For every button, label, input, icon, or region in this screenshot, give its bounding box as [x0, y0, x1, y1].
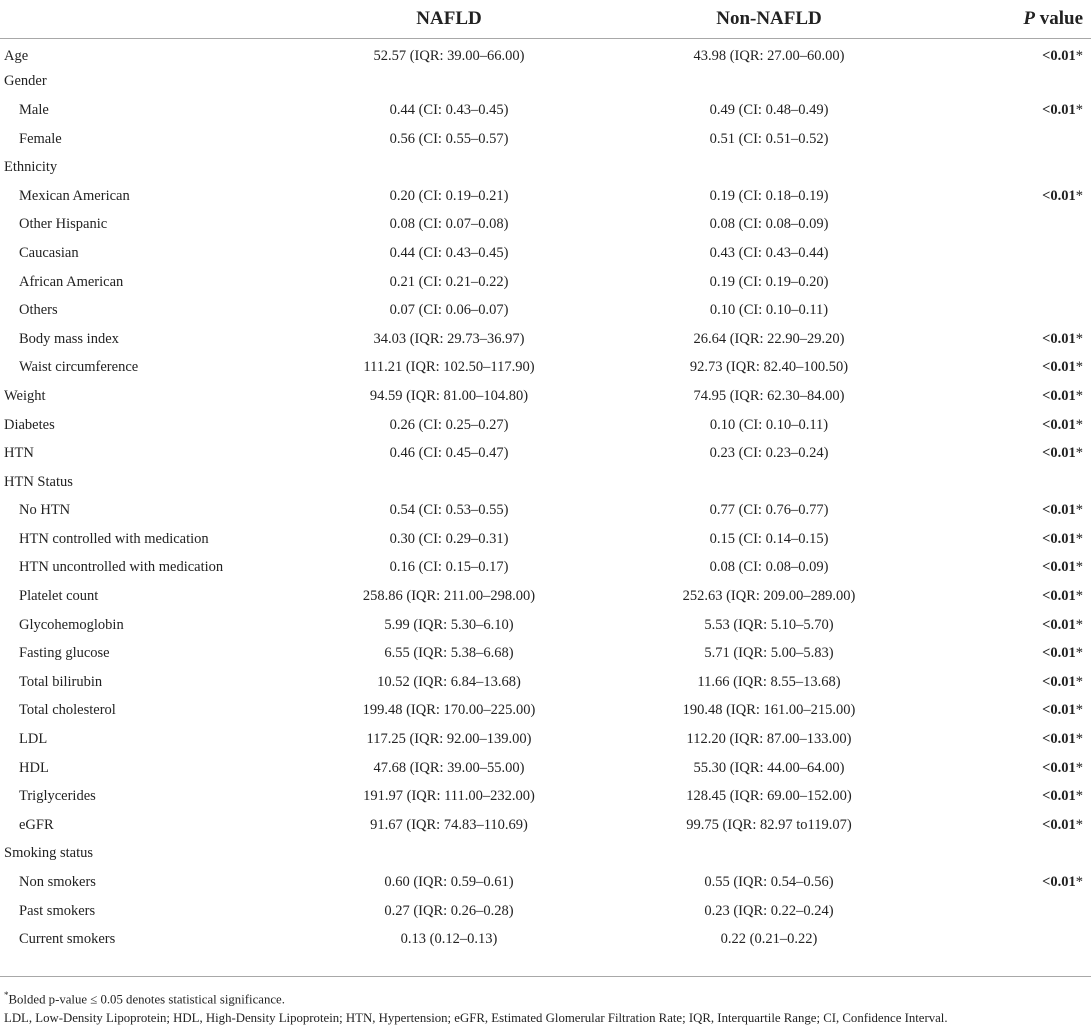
- nafld-value: 0.30 (CI: 0.29–0.31): [389, 530, 509, 547]
- row-label: Male: [19, 101, 49, 118]
- table-row: [0, 296, 1091, 325]
- footnote-marker: *: [4, 990, 9, 1000]
- p-value: <0.01: [1042, 788, 1076, 805]
- p-value-star: *: [1075, 47, 1083, 64]
- non-nafld-value: 252.63 (IQR: 209.00–289.00): [682, 588, 856, 605]
- non-nafld-value: 74.95 (IQR: 62.30–84.00): [693, 387, 845, 404]
- p-value-star: *: [1075, 616, 1083, 633]
- non-nafld-value: 0.15 (CI: 0.14–0.15): [709, 530, 829, 547]
- row-label: Waist circumference: [19, 359, 139, 376]
- nafld-value: [319, 468, 579, 497]
- p-value: <0.01: [1042, 359, 1076, 376]
- table-row: [0, 354, 1091, 383]
- table-row: [0, 611, 1091, 640]
- nafld-value: 111.21 (IQR: 102.50–117.90): [363, 359, 535, 376]
- p-value-star: *: [1075, 330, 1083, 347]
- p-value-cell: [959, 382, 1091, 411]
- p-value: <0.01: [1042, 816, 1076, 833]
- p-value-cell: [959, 925, 1091, 954]
- nafld-value: 94.59 (IQR: 81.00–104.80): [369, 387, 529, 404]
- p-value-cell: [959, 182, 1091, 211]
- table-row: [0, 96, 1091, 125]
- table-row: [0, 268, 1091, 297]
- p-value-cell: [959, 840, 1091, 869]
- nafld-value: 0.46 (CI: 0.45–0.47): [389, 445, 509, 462]
- non-nafld-value: [579, 68, 959, 97]
- p-value-cell: [959, 697, 1091, 726]
- p-value-star: *: [1075, 502, 1083, 519]
- table-row: [0, 325, 1091, 354]
- table-row: [0, 382, 1091, 411]
- nafld-value: 91.67 (IQR: 74.83–110.69): [370, 816, 528, 833]
- non-nafld-value: 0.23 (CI: 0.23–0.24): [709, 445, 829, 462]
- nafld-value: 6.55 (IQR: 5.38–6.68): [384, 645, 514, 662]
- non-nafld-value: 5.53 (IQR: 5.10–5.70): [704, 616, 834, 633]
- row-label: Glycohemoglobin: [19, 616, 124, 633]
- non-nafld-value: 43.98 (IQR: 27.00–60.00): [693, 47, 845, 64]
- nafld-value: 0.21 (CI: 0.21–0.22): [389, 273, 509, 290]
- row-label: Weight: [4, 387, 46, 404]
- non-nafld-value: 5.71 (IQR: 5.00–5.83): [704, 645, 834, 662]
- p-value: <0.01: [1042, 759, 1076, 776]
- nafld-value: 52.57 (IQR: 39.00–66.00): [373, 47, 525, 64]
- table-row: [0, 211, 1091, 240]
- table-row: [0, 868, 1091, 897]
- nafld-value: 0.44 (CI: 0.43–0.45): [389, 244, 509, 261]
- p-value-star: *: [1075, 788, 1083, 805]
- row-label: African American: [19, 273, 124, 290]
- table-row: [0, 925, 1091, 954]
- p-value-star: *: [1075, 731, 1083, 748]
- non-nafld-value: 0.10 (CI: 0.10–0.11): [709, 302, 829, 319]
- nafld-value: 34.03 (IQR: 29.73–36.97): [373, 330, 525, 347]
- p-value-star: *: [1075, 530, 1083, 547]
- p-value-cell: [959, 68, 1091, 97]
- table-row: [0, 497, 1091, 526]
- p-value: <0.01: [1042, 874, 1076, 891]
- table-row: [0, 897, 1091, 926]
- row-label: Ethnicity: [4, 159, 58, 176]
- p-value-star: *: [1075, 588, 1083, 605]
- row-label: Other Hispanic: [19, 216, 108, 233]
- row-label: Gender: [4, 73, 47, 90]
- table-row: [0, 153, 1091, 182]
- row-label: Diabetes: [4, 416, 55, 433]
- nafld-value: 0.20 (CI: 0.19–0.21): [389, 187, 509, 204]
- row-label: Smoking status: [4, 845, 94, 862]
- nafld-value: [319, 840, 579, 869]
- p-value-cell: [959, 582, 1091, 611]
- non-nafld-value: 0.22 (0.21–0.22): [720, 931, 818, 948]
- p-value-cell: [959, 39, 1091, 68]
- row-label: HTN: [4, 445, 34, 462]
- table-row: [0, 411, 1091, 440]
- p-value: <0.01: [1042, 645, 1076, 662]
- non-nafld-value: 128.45 (IQR: 69.00–152.00): [686, 788, 852, 805]
- table-row: [0, 68, 1091, 97]
- non-nafld-value: 190.48 (IQR: 161.00–215.00): [682, 702, 856, 719]
- nafld-value: 191.97 (IQR: 111.00–232.00): [363, 788, 535, 805]
- p-value: <0.01: [1042, 559, 1076, 576]
- p-value-cell: [959, 153, 1091, 182]
- non-nafld-value: 0.55 (IQR: 0.54–0.56): [704, 874, 834, 891]
- p-value: <0.01: [1042, 47, 1076, 64]
- p-value-cell: [959, 897, 1091, 926]
- nafld-value: 47.68 (IQR: 39.00–55.00): [373, 759, 525, 776]
- p-value-cell: [959, 668, 1091, 697]
- header-p-suffix: value: [1034, 8, 1083, 29]
- p-value-star: *: [1075, 187, 1083, 204]
- nafld-value: 0.13 (0.12–0.13): [400, 931, 498, 948]
- table-row: [0, 182, 1091, 211]
- p-value: <0.01: [1042, 502, 1076, 519]
- non-nafld-value: 11.66 (IQR: 8.55–13.68): [697, 673, 841, 690]
- row-label: Mexican American: [19, 187, 130, 204]
- table-row: [0, 668, 1091, 697]
- non-nafld-value: [579, 468, 959, 497]
- p-value-cell: [959, 268, 1091, 297]
- nafld-value: 0.27 (IQR: 0.26–0.28): [384, 902, 514, 919]
- nafld-value: 0.54 (CI: 0.53–0.55): [389, 502, 509, 519]
- p-value-cell: [959, 497, 1091, 526]
- table-row: [0, 697, 1091, 726]
- p-value-star: *: [1075, 359, 1083, 376]
- p-value-star: *: [1075, 101, 1083, 118]
- row-label: Female: [19, 130, 62, 147]
- table-row: [0, 439, 1091, 468]
- p-value-star: *: [1075, 759, 1083, 776]
- header-p-italic: P: [1023, 8, 1035, 29]
- table-header: [0, 0, 1091, 39]
- non-nafld-value: 0.23 (IQR: 0.22–0.24): [704, 902, 834, 919]
- table-row: [0, 782, 1091, 811]
- row-label: HTN uncontrolled with medication: [19, 559, 224, 576]
- header-label-column: [0, 0, 319, 39]
- nafld-value: 0.56 (CI: 0.55–0.57): [389, 130, 509, 147]
- non-nafld-value: 112.20 (IQR: 87.00–133.00): [686, 731, 852, 748]
- row-label: Platelet count: [19, 588, 99, 605]
- row-label: Body mass index: [19, 330, 119, 347]
- abbreviations-footnote: LDL, Low-Density Lipoprotein; HDL, High-Density Lipoprotein; HTN, Hypertension; eGFR, Estimated Glomerular Filtration Rate; IQR, Interquartile Range; CI, Confidence Interval.: [4, 1011, 948, 1026]
- p-value: <0.01: [1042, 616, 1076, 633]
- non-nafld-value: 0.19 (CI: 0.18–0.19): [709, 187, 829, 204]
- p-value: <0.01: [1042, 187, 1076, 204]
- nafld-value: 0.07 (CI: 0.06–0.07): [389, 302, 509, 319]
- table-bottom-rule: [0, 976, 1091, 977]
- p-value-cell: [959, 96, 1091, 125]
- non-nafld-value: 99.75 (IQR: 82.97 to119.07): [686, 816, 852, 833]
- p-value: <0.01: [1042, 731, 1076, 748]
- row-label: Non smokers: [19, 874, 96, 891]
- non-nafld-value: 92.73 (IQR: 82.40–100.50): [689, 359, 849, 376]
- p-value-cell: [959, 754, 1091, 783]
- table-row: [0, 811, 1091, 840]
- non-nafld-value: 0.08 (CI: 0.08–0.09): [709, 216, 829, 233]
- significance-text: Bolded p-value ≤ 0.05 denotes statistical significance.: [8, 992, 285, 1007]
- table-row: [0, 125, 1091, 154]
- row-label: HDL: [19, 759, 49, 776]
- non-nafld-value: 0.51 (CI: 0.51–0.52): [709, 130, 829, 147]
- row-label: Total bilirubin: [19, 673, 103, 690]
- row-label: No HTN: [19, 502, 71, 519]
- table-footnotes: [4, 986, 948, 1028]
- p-value-cell: [959, 868, 1091, 897]
- row-label: Triglycerides: [19, 788, 96, 805]
- nafld-value: 5.99 (IQR: 5.30–6.10): [384, 616, 514, 633]
- table-row: [0, 840, 1091, 869]
- row-label: HTN Status: [4, 473, 73, 490]
- non-nafld-value: 55.30 (IQR: 44.00–64.00): [693, 759, 845, 776]
- nafld-value: 0.26 (CI: 0.25–0.27): [389, 416, 509, 433]
- nafld-value: 0.60 (IQR: 0.59–0.61): [384, 874, 514, 891]
- row-label: Fasting glucose: [19, 645, 110, 662]
- p-value-star: *: [1075, 874, 1083, 891]
- p-value-star: *: [1075, 416, 1083, 433]
- significance-footnote: [4, 986, 948, 1009]
- non-nafld-value: 26.64 (IQR: 22.90–29.20): [693, 330, 845, 347]
- header-non-nafld: Non-NAFLD: [579, 0, 959, 39]
- p-value-cell: [959, 782, 1091, 811]
- p-value: <0.01: [1042, 702, 1076, 719]
- table-row: [0, 468, 1091, 497]
- non-nafld-value: 0.19 (CI: 0.19–0.20): [709, 273, 829, 290]
- p-value-cell: [959, 525, 1091, 554]
- nafld-value: [319, 153, 579, 182]
- non-nafld-value: 0.43 (CI: 0.43–0.44): [709, 244, 829, 261]
- row-label: Caucasian: [19, 244, 79, 261]
- p-value-star: *: [1075, 387, 1083, 404]
- p-value-star: *: [1075, 645, 1083, 662]
- p-value-star: *: [1075, 673, 1083, 690]
- p-value: <0.01: [1042, 530, 1076, 547]
- row-label: Total cholesterol: [19, 702, 116, 719]
- row-label: LDL: [19, 731, 48, 748]
- p-value-cell: [959, 811, 1091, 840]
- table-row: [0, 725, 1091, 754]
- p-value-cell: [959, 211, 1091, 240]
- nafld-value: 199.48 (IQR: 170.00–225.00): [362, 702, 536, 719]
- nafld-value: [319, 68, 579, 97]
- p-value: <0.01: [1042, 387, 1076, 404]
- row-label: Others: [19, 302, 58, 319]
- header-p-value: [959, 0, 1091, 39]
- non-nafld-value: 0.08 (CI: 0.08–0.09): [709, 559, 829, 576]
- row-label: Past smokers: [19, 902, 96, 919]
- nafld-value: 0.44 (CI: 0.43–0.45): [389, 101, 509, 118]
- nafld-value: 0.16 (CI: 0.15–0.17): [389, 559, 509, 576]
- row-label: HTN controlled with medication: [19, 530, 209, 547]
- nafld-value: 258.86 (IQR: 211.00–298.00): [362, 588, 536, 605]
- p-value: <0.01: [1042, 416, 1076, 433]
- p-value-star: *: [1075, 816, 1083, 833]
- p-value-cell: [959, 611, 1091, 640]
- nafld-value: 0.08 (CI: 0.07–0.08): [389, 216, 509, 233]
- nafld-value: 117.25 (IQR: 92.00–139.00): [366, 731, 532, 748]
- non-nafld-value: [579, 840, 959, 869]
- p-value: <0.01: [1042, 588, 1076, 605]
- nafld-value: 10.52 (IQR: 6.84–13.68): [377, 673, 521, 690]
- table-body: [0, 39, 1091, 955]
- p-value-cell: [959, 439, 1091, 468]
- table-row: [0, 582, 1091, 611]
- p-value-star: *: [1075, 702, 1083, 719]
- header-row: [0, 0, 1091, 39]
- p-value-cell: [959, 296, 1091, 325]
- p-value-star: *: [1075, 559, 1083, 576]
- non-nafld-value: [579, 153, 959, 182]
- p-value-cell: [959, 354, 1091, 383]
- table-row: [0, 754, 1091, 783]
- p-value-cell: [959, 411, 1091, 440]
- p-value-cell: [959, 239, 1091, 268]
- table-row: [0, 639, 1091, 668]
- header-nafld: NAFLD: [319, 0, 579, 39]
- non-nafld-value: 0.77 (CI: 0.76–0.77): [709, 502, 829, 519]
- table-row: [0, 554, 1091, 583]
- row-label: Current smokers: [19, 931, 116, 948]
- p-value: <0.01: [1042, 673, 1076, 690]
- p-value-cell: [959, 468, 1091, 497]
- p-value: <0.01: [1042, 330, 1076, 347]
- row-label: eGFR: [19, 816, 54, 833]
- p-value-cell: [959, 125, 1091, 154]
- p-value-star: *: [1075, 445, 1083, 462]
- p-value-cell: [959, 325, 1091, 354]
- table-row: [0, 525, 1091, 554]
- p-value-cell: [959, 725, 1091, 754]
- table-row: [0, 239, 1091, 268]
- row-label: Age: [4, 47, 29, 64]
- p-value: <0.01: [1042, 101, 1076, 118]
- p-value-cell: [959, 639, 1091, 668]
- p-value-cell: [959, 554, 1091, 583]
- table-row: [0, 39, 1091, 68]
- non-nafld-value: 0.10 (CI: 0.10–0.11): [709, 416, 829, 433]
- non-nafld-value: 0.49 (CI: 0.48–0.49): [709, 101, 829, 118]
- p-value: <0.01: [1042, 445, 1076, 462]
